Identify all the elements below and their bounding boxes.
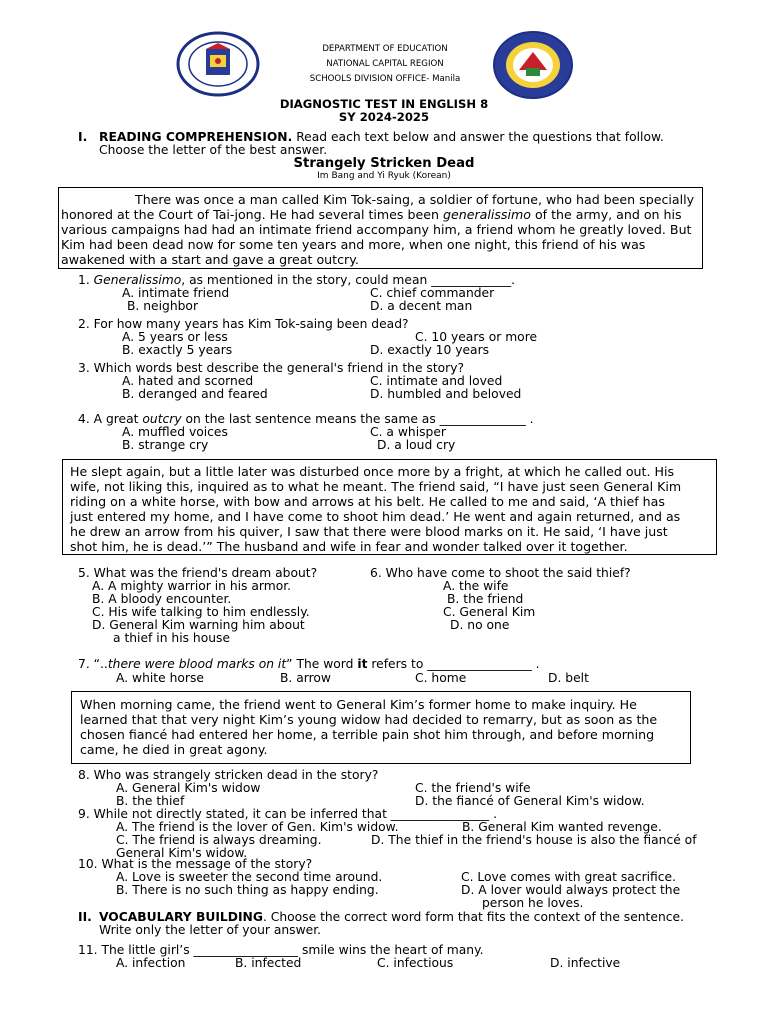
deped-seal-logo (176, 31, 260, 97)
passage-2-line: wife, not liking this, inquired as to what he meant. The friend said, “I have just seen General Kim (70, 479, 682, 494)
division-office: SCHOOLS DIVISION OFFICE- Manila (309, 74, 461, 84)
q10-option-d-cont: person he loves. (482, 896, 584, 910)
passage-3-line: chosen fiancé had entered her home, a terrible pain shot him through, and before morning (80, 727, 655, 742)
part1-instr-b: Choose the letter of the best answer. (99, 143, 328, 157)
question-7 (78, 658, 540, 671)
q1-option-d[interactable]: D. a decent man (370, 299, 473, 313)
school-year: SY 2024-2025 (338, 110, 430, 124)
q1-option-b[interactable]: B. neighbor (127, 299, 199, 313)
q10-option-b[interactable]: B. There is no such thing as happy ending. (116, 883, 379, 897)
q3-option-b[interactable]: B. deranged and feared (122, 387, 268, 401)
q8-option-c[interactable]: C. the friend's wife (415, 781, 531, 795)
q11-option-d[interactable]: D. infective (550, 956, 621, 970)
q11-option-a[interactable]: A. infection (116, 956, 186, 970)
passage-2-line: riding on a white horse, with bow and arrows at his belt. He called to me and said, ‘A thief has (70, 494, 665, 509)
question-5: 5. What was the friend's dream about? (78, 566, 318, 580)
q7-stem: 7. “.. (78, 657, 108, 671)
question-10: 10. What is the message of the story? (78, 857, 313, 871)
q4-stem: on the last sentence means the same as ______________ . (181, 412, 534, 426)
q2-option-b[interactable]: B. exactly 5 years (122, 343, 233, 357)
passage-1-line: There was once a man called Kim Tok-saing, a soldier of fortune, who had been specially (135, 192, 695, 207)
part2-instr-a: . Choose the correct word form that fits the context of the sentence. (262, 910, 684, 924)
q4-option-a[interactable]: A. muffled voices (122, 425, 228, 439)
passage-1-line (61, 207, 682, 222)
q8-option-a[interactable]: A. General Kim's widow (116, 781, 261, 795)
q1-option-a[interactable]: A. intimate friend (122, 286, 230, 300)
q6-option-a[interactable]: A. the wife (443, 579, 509, 593)
q10-option-d[interactable]: D. A lover would always protect the (461, 883, 681, 897)
q9-option-c[interactable]: C. The friend is always dreaming. (116, 833, 322, 847)
q9-option-a[interactable]: A. The friend is the lover of Gen. Kim's widow. (116, 820, 399, 834)
manila-division-seal-logo (492, 30, 574, 100)
passage-1-text: of the army, and on his (530, 207, 682, 222)
q2-option-d[interactable]: D. exactly 10 years (370, 343, 490, 357)
story-title: Strangely Stricken Dead (293, 156, 475, 171)
dept-name: DEPARTMENT OF EDUCATION (322, 44, 448, 54)
q4-option-c[interactable]: C. a whisper (370, 425, 446, 439)
passage-3-line: learned that that very night Kim’s young widow had decided to remarry, but as soon as the (80, 712, 658, 727)
passage-1-line: various campaigns had had an intimate friend accompany him, a friend whom he greatly loved. But (61, 222, 692, 237)
q7-stem: refers to _________________ . (367, 657, 540, 671)
q11-option-c[interactable]: C. infectious (377, 956, 454, 970)
part2-heading: VOCABULARY BUILDING (99, 910, 263, 924)
q4-stem: 4. A great (78, 412, 143, 426)
q4-option-d[interactable]: D. a loud cry (377, 438, 456, 452)
q1-stem: , as mentioned in the story, could mean _____________. (181, 273, 516, 287)
passage-2-line: shot him, he is dead.’” The husband and wife in fear and wonder talked over it together. (70, 539, 628, 554)
q6-option-b[interactable]: B. the friend (447, 592, 524, 606)
q7-italic-quote: there were blood marks on it (107, 657, 287, 671)
question-3: 3. Which words best describe the general's friend in the story? (78, 361, 465, 375)
q1-number: 1. (78, 273, 94, 287)
q7-stem: ” The word (286, 657, 358, 671)
part2-number: II. (78, 910, 92, 924)
region-name: NATIONAL CAPITAL REGION (326, 59, 444, 69)
q2-option-c[interactable]: C. 10 years or more (415, 330, 538, 344)
passage-1-line: Kim had been dead now for some ten years and more, when one night, this friend of his was (61, 237, 646, 252)
q5-option-c[interactable]: C. His wife talking to him endlessly. (92, 605, 310, 619)
q4-option-b[interactable]: B. strange cry (122, 438, 209, 452)
question-8: 8. Who was strangely stricken dead in the story? (78, 768, 379, 782)
q7-option-b[interactable]: B. arrow (280, 671, 331, 685)
q3-option-a[interactable]: A. hated and scorned (122, 374, 254, 388)
passage-2-line: just entered my home, and I have come to shoot him dead.’ He went and again returned, and as (70, 509, 681, 524)
story-authors: Im Bang and Yi Ryuk (Korean) (317, 171, 451, 181)
part1-heading: READING COMPREHENSION. (99, 130, 293, 144)
part2-instr-b: Write only the letter of your answer. (99, 923, 322, 937)
q3-option-d[interactable]: D. humbled and beloved (370, 387, 522, 401)
test-title: DIAGNOSTIC TEST IN ENGLISH 8 (279, 97, 489, 111)
q11-option-b[interactable]: B. infected (235, 956, 302, 970)
q7-option-c[interactable]: C. home (415, 671, 467, 685)
q6-option-d[interactable]: D. no one (450, 618, 510, 632)
q5-option-a[interactable]: A. A mighty warrior in his armor. (92, 579, 292, 593)
passage-2-line: he drew an arrow from his quiver, I saw that there were blood marks on it. He said, ‘I have just (70, 524, 668, 539)
q6-option-c[interactable]: C. General Kim (443, 605, 536, 619)
passage-3-line: When morning came, the friend went to General Kim’s former home to make inquiry. He (80, 697, 637, 712)
q3-option-c[interactable]: C. intimate and loved (370, 374, 503, 388)
passage-1-italic-term: generalissimo (442, 207, 531, 222)
q8-option-d[interactable]: D. the fiancé of General Kim's widow. (415, 794, 645, 808)
passage-1-text: honored at the Court of Tai-jong. He had several times been (61, 207, 443, 222)
question-2: 2. For how many years has Kim Tok-saing been dead? (78, 317, 409, 331)
q9-option-d[interactable]: D. The thief in the friend's house is also the fiancé of (371, 833, 697, 847)
part1-instr-a: Read each text below and answer the questions that follow. (296, 130, 664, 144)
passage-1-line: awakened with a start and gave a great outcry. (61, 252, 359, 267)
part1-number: I. (78, 130, 88, 144)
q7-option-d[interactable]: D. belt (548, 671, 589, 685)
q5-option-d[interactable]: D. General Kim warning him about (92, 618, 305, 632)
q5-option-b[interactable]: B. A bloody encounter. (92, 592, 232, 606)
question-11: 11. The little girl’s _________________ smile wins the heart of many. (78, 943, 484, 957)
q1-italic-term: Generalissimo (93, 273, 182, 287)
question-9: 9. While not directly stated, it can be inferred that ________________ . (78, 807, 497, 821)
q2-option-a[interactable]: A. 5 years or less (122, 330, 228, 344)
passage-2-line: He slept again, but a little later was disturbed once more by a fright, at which he called out. His (70, 464, 675, 479)
q4-italic-term: outcry (142, 412, 182, 426)
q1-option-c[interactable]: C. chief commander (370, 286, 495, 300)
q9-option-b[interactable]: B. General Kim wanted revenge. (462, 820, 662, 834)
q7-bold-word: it (357, 657, 368, 671)
q7-option-a[interactable]: A. white horse (116, 671, 204, 685)
q5-option-d-cont: a thief in his house (113, 631, 231, 645)
q9-option-d-cont: General Kim's widow. (116, 846, 248, 860)
q10-option-c[interactable]: C. Love comes with great sacrifice. (461, 870, 677, 884)
q10-option-a[interactable]: A. Love is sweeter the second time around. (116, 870, 383, 884)
q8-option-b[interactable]: B. the thief (116, 794, 185, 808)
question-6: 6. Who have come to shoot the said thief? (370, 566, 631, 580)
passage-3-line: came, he died in great agony. (80, 742, 268, 757)
